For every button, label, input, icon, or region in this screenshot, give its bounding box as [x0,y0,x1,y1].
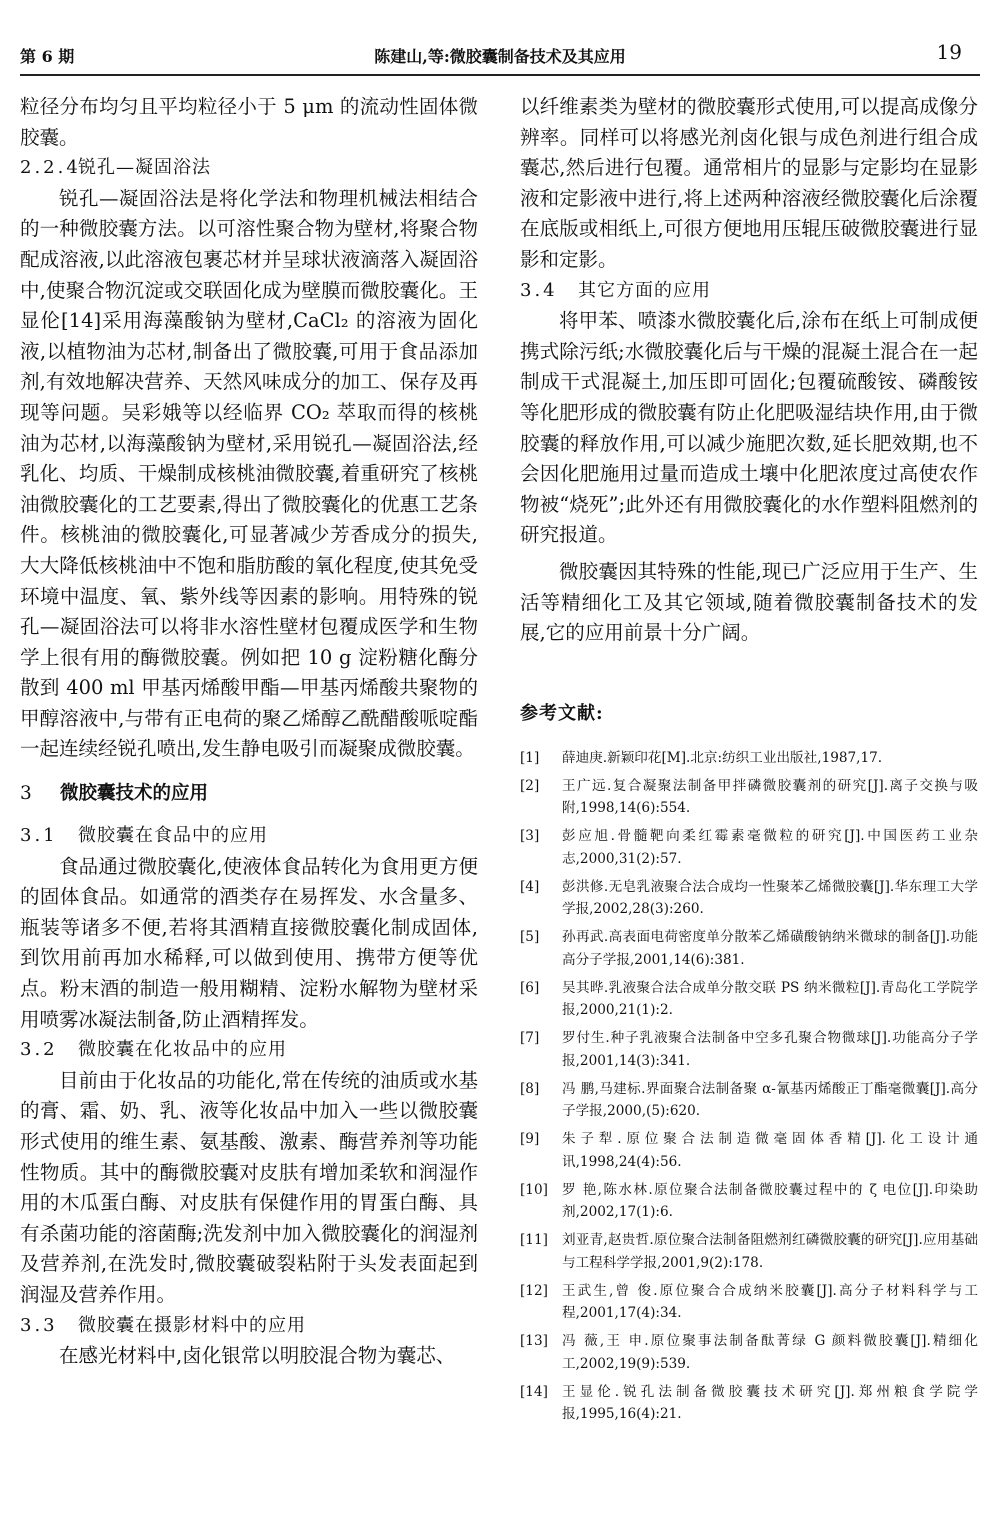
reference-item [520,825,978,870]
heading-2-2-4 [20,153,478,184]
reference-number: [4] [520,878,540,895]
heading-3 [20,779,478,809]
paragraph-3-3: 在感光材料中,卤化银常以明胶混合物为囊芯、 [59,1344,456,1368]
paragraph-3-3-continued: 以纤维素类为壁材的微胶囊形式使用,可以提高成像分辨率。同样可以将感光剂卤化银与成色剂进行组合成囊芯,然后进行包覆。通常相片的显影与定影均在显影液和定影液中进行,将上述两种溶液经微胶囊化后涂覆在底版或相纸上,可很方便地用压辊压破微胶囊进行显影和定影。 [520,95,978,271]
reference-text: 孙再武.高表面电荷密度单分散苯乙烯磺酸钠纳米微球的制备[J].功能高分子学报,2001,14(6):381. [562,929,978,968]
paragraph-3-4-b: 微胶囊因其特殊的性能,现已广泛应用于生产、生活等精细化工及其它领域,随着微胶囊制备技术的发展,它的应用前景十分广阔。 [520,559,978,645]
reference-item [520,1027,978,1072]
references-heading: 参考文献: [520,702,604,724]
reference-text: 王武生,曾 俊.原位聚合合成纳米胶囊[J].高分子材料科学与工程,2001,17(4):34. [562,1282,978,1322]
reference-number: [2] [520,777,540,794]
heading-title: 微胶囊在摄影材料中的应用 [78,1314,306,1336]
reference-text: 王显伦.锐孔法制备微胶囊技术研究[J].郑州粮食学院学报,1995,16(4):21. [562,1383,978,1423]
reference-text: 朱子犁.原位聚合法制造微毫固体香精[J].化工设计通讯,1998,24(4):56. [562,1131,978,1170]
issue-label: 第 6 期 [20,47,75,66]
heading-3-3 [20,1311,478,1342]
page-header [20,38,980,68]
page-number: 19 [936,40,962,64]
heading-title: 其它方面的应用 [578,279,711,301]
reference-text: 王广远.复合凝聚法制备甲拌磷微胶囊剂的研究[J].离子交换与吸附,1998,14(6):554. [562,777,978,817]
paragraph-continued: 粒径分布均匀且平均粒径小于 5 μm 的流动性固体微胶囊。 [20,95,478,149]
heading-title: 锐孔—凝固浴法 [78,157,211,179]
left-column [20,92,478,1372]
reference-item [520,977,978,1022]
paragraph-2-2-4: 锐孔—凝固浴法是将化学法和物理机械法相结合的一种微胶囊方法。以可溶性聚合物为壁材,将聚合物配成溶液,以此溶液包裹芯材并呈球状液滴落入凝固浴中,使聚合物沉淀或交联固化成为壁膜而微胶囊化。王显伦[14]采用海藻酸钠为壁材,CaCl₂ 的溶液为固化液,以植物油为芯材,制备出了微胶囊,可用于食品添加剂,有效地解决营养、天然风味成分的加工、保存及再现等问题。吴彩娥等以经临界 CO₂ 萃取而得的核桃油为芯材,以海藻酸钠为壁材,采用锐孔—凝固浴法,经乳化、均质、干燥制成核桃油微胶囊,着重研究了核桃油微胶囊化的工艺要素,得出了微胶囊化的优惠工艺条件。核桃油的微胶囊化,可显著减少芳香成分的损失,大大降低核桃油中不饱和脂肪酸的氧化程度,使其免受环境中温度、氧、紫外线等因素的影响。用特殊的锐孔—凝固浴法可以将非水溶性壁材包覆成医学和生物学上很有用的酶微胶囊。例如把 10 g 淀粉糖化酶分散到 400 ml 甲基丙烯酸甲酯—甲基丙烯酸共聚物的甲醇溶液中,与带有正电荷的聚乙烯醇乙酰醋酸哌啶酯一起连续经锐孔喷出,发生静电吸引而凝聚成微胶囊。 [20,186,478,761]
reference-item [520,1330,978,1375]
reference-number: [10] [520,1181,548,1198]
reference-number: [9] [520,1131,540,1148]
reference-number: [3] [520,828,540,845]
reference-number: [11] [520,1232,548,1249]
paragraph-3-4-a: 将甲苯、喷漆水微胶囊化后,涂布在纸上可制成便携式除污纸;水微胶囊化后与干燥的混凝土混合在一起制成干式混凝土,加压即可固化;包覆硫酸铵、磷酸铵等化肥形成的微胶囊有防止化肥吸湿结块作用,由于微胶囊的释放作用,可以减少施肥次数,延长肥效期,也不会因化肥施用过量而造成土壤中化肥浓度过高使农作物被“烧死”;此外还有用微胶囊化的水作塑料阻燃剂的研究报道。 [520,309,978,547]
reference-text: 冯 鹏,马建标.界面聚合法制备聚 α-氰基丙烯酸正丁酯毫微囊[J].高分子学报,2000,(5):620. [562,1080,978,1120]
reference-text: 冯 薇,王 申.原位聚事法制备酞菁绿 G 颜料微胶囊[J].精细化工,2002,19(9):539. [562,1333,978,1372]
header-rule [20,74,980,76]
running-title: 陈建山,等:微胶囊制备技术及其应用 [374,47,626,66]
paragraph-3-1: 食品通过微胶囊化,使液体食品转化为食用更方便的固体食品。如通常的酒类存在易挥发、水含量多、瓶装等诸多不便,若将其酒精直接微胶囊化制成固体,到饮用前再加水稀释,可以做到使用、携带方便等优点。粉末酒的制造一般用糊精、淀粉水解物为壁材采用喷雾冰凝法制备,防止酒精挥发。 [20,854,478,1031]
heading-title: 微胶囊技术的应用 [60,783,209,805]
heading-number: 3.4 [520,279,558,301]
reference-number: [1] [520,749,540,766]
reference-number: [13] [520,1333,548,1350]
heading-3-2 [20,1035,478,1066]
heading-number: 3.1 [20,825,58,847]
reference-text: 彭应旭.骨髓靶向柔红霉素毫微粒的研究[J].中国医药工业杂志,2000,31(2):57. [562,828,978,867]
heading-3-1 [20,821,478,852]
reference-text: 吴其晔.乳液聚合法合成单分散交联 PS 纳米微粒[J].青岛化工学院学报,2000,21(1):2. [562,979,978,1019]
reference-text: 刘亚青,赵贵哲.原位聚合法制备阻燃剂红磷微胶囊的研究[J].应用基础与工程科学学报,2001,9(2):178. [562,1232,978,1271]
reference-text: 彭洪修.无皂乳液聚合法合成均一性聚苯乙烯微胶囊[J].华东理工大学学报,2002,28(3):260. [562,878,978,918]
reference-item [520,1128,978,1173]
reference-item [520,1280,978,1325]
heading-number: 3 [20,783,32,805]
heading-title: 微胶囊在食品中的应用 [78,825,268,847]
reference-item [520,1179,978,1224]
reference-item [520,747,978,770]
heading-number: 2.2.4 [20,157,81,179]
reference-number: [8] [520,1080,540,1097]
right-column [520,92,978,1431]
reference-text: 薛迪庚.新颖印花[M].北京:纺织工业出版社,1987,17. [562,749,883,766]
reference-list [520,747,978,1426]
paragraph-3-2: 目前由于化妆品的功能化,常在传统的油质或水基的膏、霜、奶、乳、液等化妆品中加入一些以微胶囊形式使用的维生素、氨基酸、激素、酶营养剂等功能性物质。其中的酶微胶囊对皮肤有增加柔软和润湿作用的木瓜蛋白酶、对皮肤有保健作用的胃蛋白酶、具有杀菌功能的溶菌酶;洗发剂中加入微胶囊化的润湿剂及营养剂,在洗发时,微胶囊破裂粘附于头发表面起到润湿及营养作用。 [20,1068,478,1306]
reference-number: [12] [520,1282,548,1299]
reference-item [520,775,978,820]
heading-number: 3.2 [20,1039,58,1061]
reference-item [520,1078,978,1123]
reference-number: [6] [520,979,540,996]
reference-item [520,1229,978,1274]
heading-3-4 [520,276,978,307]
reference-number: [7] [520,1030,540,1047]
reference-text: 罗付生.种子乳液聚合法制备中空多孔聚合物微球[J].功能高分子学报,2001,14(3):341. [562,1030,978,1069]
reference-item [520,926,978,971]
reference-item [520,1381,978,1426]
reference-text: 罗 艳,陈水林.原位聚合法制备微胶囊过程中的 ζ 电位[J].印染助剂,2002,17(1):6. [562,1181,978,1221]
reference-item [520,876,978,921]
reference-number: [5] [520,929,540,946]
reference-number: [14] [520,1383,548,1400]
heading-title: 微胶囊在化妆品中的应用 [78,1039,287,1061]
heading-number: 3.3 [20,1314,58,1336]
